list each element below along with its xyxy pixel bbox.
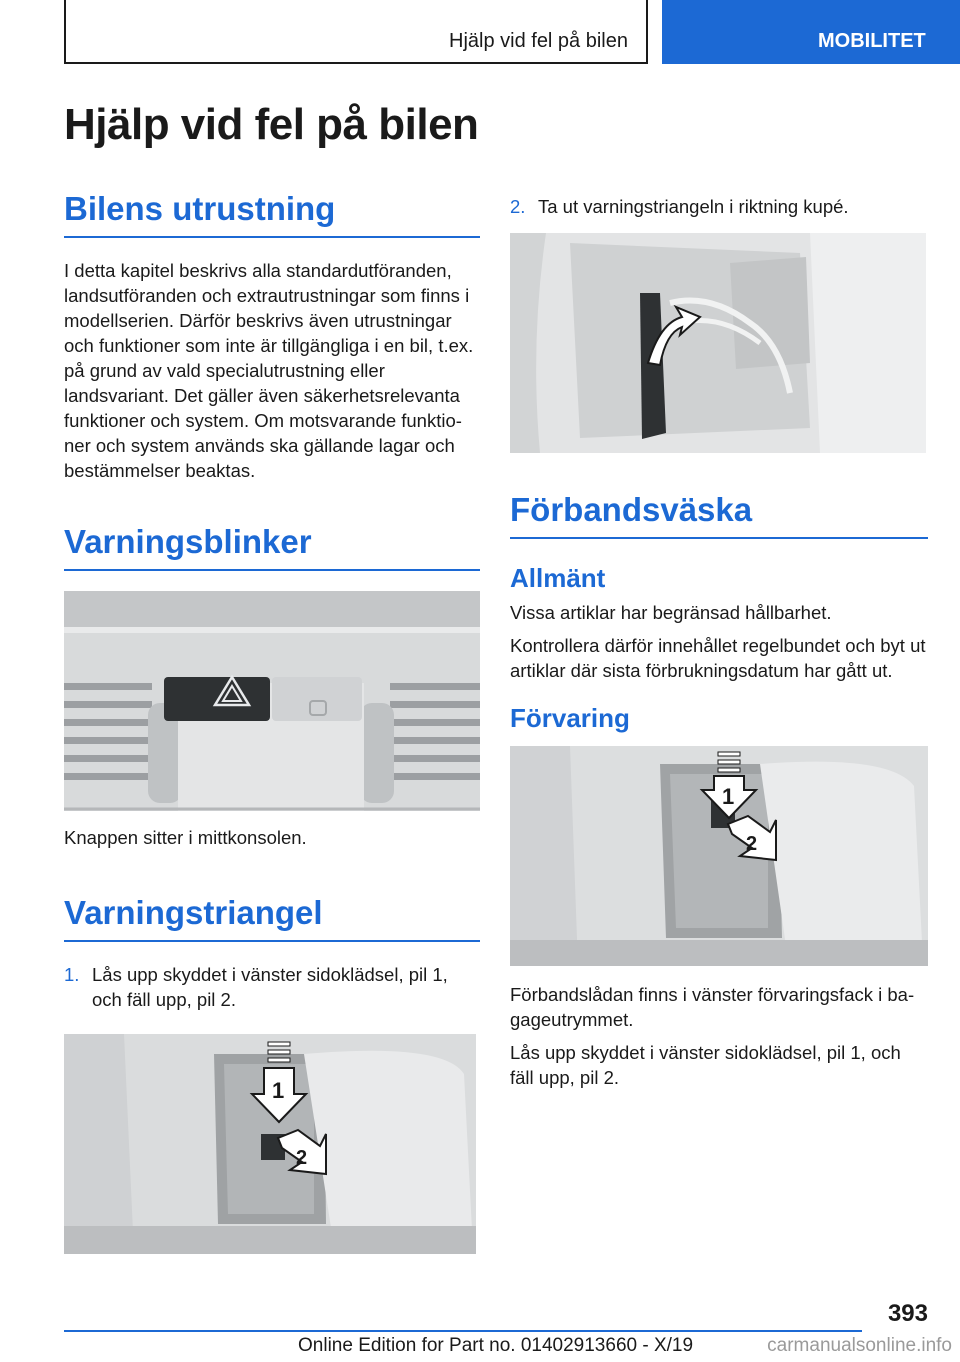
footer-watermark[interactable]: carmanualsonline.info: [767, 1335, 952, 1356]
subsection-title-forvaring: Förvaring: [510, 703, 630, 733]
page-number: 393: [887, 1300, 928, 1327]
header-section-title: Hjälp vid fel på bilen: [449, 30, 628, 52]
hazard-switch-illustration: [64, 591, 480, 811]
step-number: 2.: [510, 196, 526, 217]
caption-varningsblinker: Knappen sitter i mittkonsolen.: [64, 827, 307, 848]
arrow-label-2: 2: [296, 1147, 308, 1169]
text-allmant-1: Vissa artiklar har begränsad hållbarhet.: [510, 602, 832, 623]
arrow-label-1: 1: [722, 784, 735, 809]
hazard-triangle-icon: [212, 674, 252, 708]
arrow-label-2: 2: [746, 833, 758, 855]
step-2: [510, 194, 928, 219]
section-title-forbandsvaska: Förbandsväska: [510, 491, 928, 539]
section-title-varningstriangel: Varningstriangel: [64, 894, 480, 942]
step-text: Lås upp skyddet i vänster sidoklädsel, pil 1, och fäll upp, pil 2.: [92, 964, 448, 1010]
step-1: [64, 962, 480, 1012]
first-aid-storage-illustration: [510, 746, 928, 966]
footer-divider: [64, 1330, 862, 1332]
side-trim-cover-illustration: [64, 1034, 480, 1254]
text-allmant-2: Kontrollera därför innehållet regelbundet och byt ut artiklar där sista förbrukningsdatum har gått ut.: [510, 635, 926, 681]
section-title-bilens-utrustning: Bilens utrustning: [64, 190, 480, 238]
header-section-box: [64, 0, 648, 64]
step-text: Ta ut varningstriangeln i riktning kupé.: [538, 196, 849, 217]
section-text-bilens-utrustning: I detta kapitel beskrivs alla standardutföranden, landsutföranden och extrautrustningar som finns i modellserien. Därför beskrivs även utrustningar och funktioner som inte är tillgängliga i en bil, t.ex. på grund av vald specialutrustning eller landsvariant. Det gäller även säkerhetsrelevanta funktioner och system. Om motsvarande funktioner och system används ska gällande lagar och bestämmelser beaktas.: [64, 260, 474, 481]
arrow-label-1: 1: [272, 1078, 285, 1103]
text-forvaring-1: Förbandslådan finns i vänster förvaringsfack i bagageutrymmet.: [510, 984, 915, 1030]
header-chapter-tab[interactable]: MOBILITET: [662, 0, 960, 64]
text-forvaring-2: Lås upp skyddet i vänster sidoklädsel, pil 1, och fäll upp, pil 2.: [510, 1042, 901, 1088]
right-column: [510, 190, 928, 1090]
warning-triangle-compartment-illustration: [510, 233, 928, 453]
subsection-title-allmant: Allmänt: [510, 563, 606, 593]
step-number: 1.: [64, 964, 80, 985]
section-title-varningsblinker: Varningsblinker: [64, 523, 480, 571]
page-title: Hjälp vid fel på bilen: [64, 100, 479, 149]
footer-edition: Online Edition for Part no. 01402913660 - X/19: [298, 1335, 694, 1356]
left-column: [64, 190, 480, 1254]
